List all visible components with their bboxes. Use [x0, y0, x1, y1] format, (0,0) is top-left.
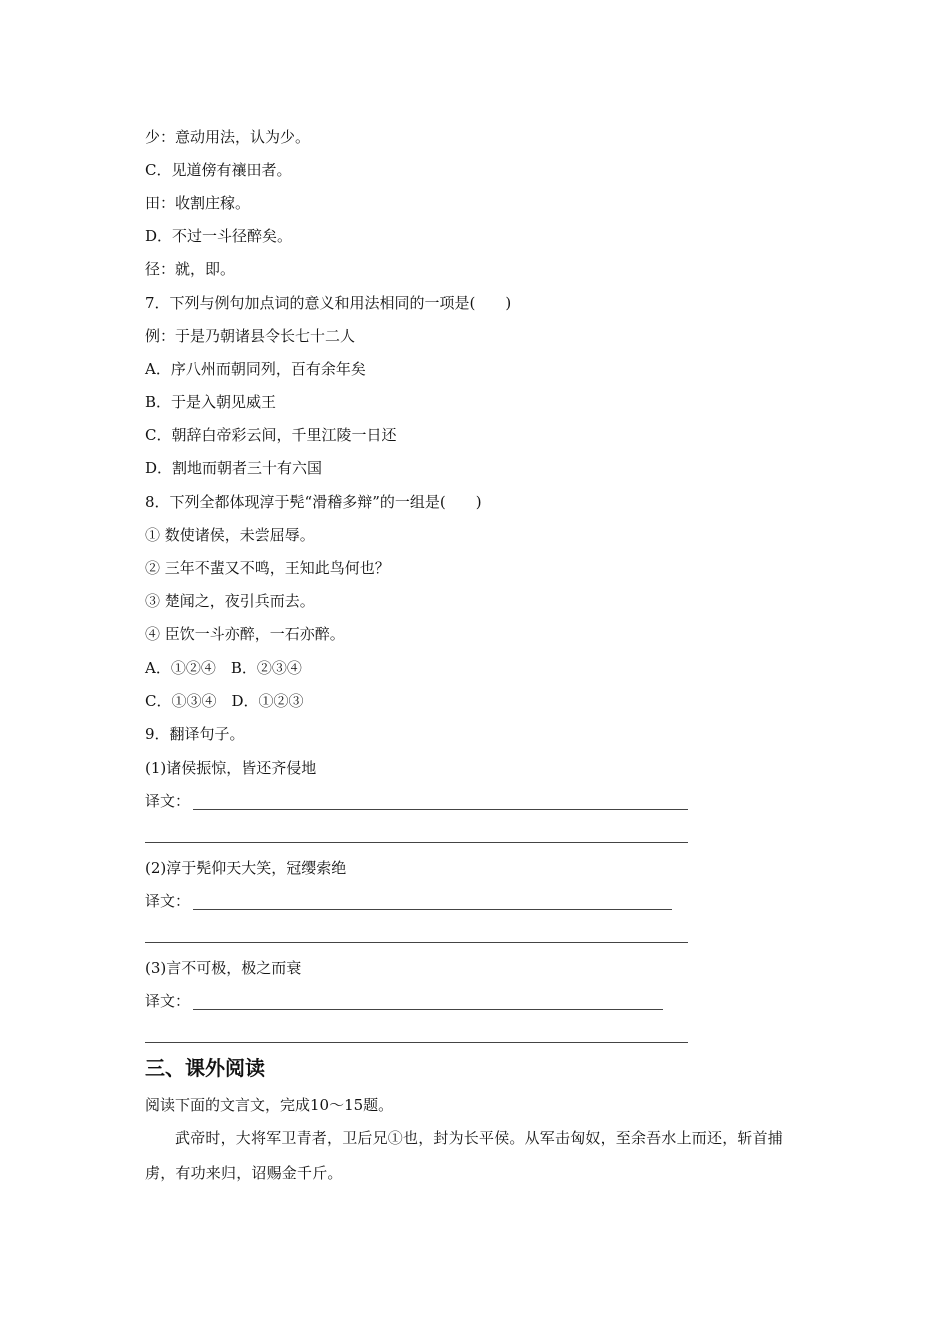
- answer-note-tian: 田：收割庄稼。: [145, 194, 251, 212]
- answer-blank-2b[interactable]: [145, 942, 688, 943]
- question-9-sentence-1: (1)诸侯振惊，皆还齐侵地: [145, 759, 317, 777]
- question-7-option-a: A．序八州而朝同列，百有余年矣: [145, 360, 366, 378]
- answer-note-jing: 径：就，即。: [145, 260, 236, 278]
- question-8-item-1: ① 数使诸侯，未尝屈辱。: [145, 526, 315, 544]
- question-8-options-cd: C．①③④ D．①②③: [145, 692, 304, 710]
- question-9-sentence-2: (2)淳于髡仰天大笑，冠缨索绝: [145, 859, 347, 877]
- question-8-item-3: ③ 楚闻之，夜引兵而去。: [145, 592, 315, 610]
- question-7-option-b: B．于是入朝见威王: [145, 393, 277, 411]
- answer-blank-3b[interactable]: [145, 1042, 688, 1043]
- answer-blank-1b[interactable]: [145, 842, 688, 843]
- option-c-text: C．见道傍有禳田者。: [145, 161, 292, 179]
- answer-blank-2a[interactable]: [193, 909, 672, 910]
- answer-blank-3a[interactable]: [193, 1009, 663, 1010]
- question-7-stem: 7．下列与例句加点词的意义和用法相同的一项是( ): [145, 294, 512, 312]
- question-9-sentence-3: (3)言不可极，极之而衰: [145, 959, 302, 977]
- answer-blank-1a[interactable]: [193, 809, 688, 810]
- reading-instruction: 阅读下面的文言文，完成10～15题。: [145, 1096, 394, 1114]
- question-8-options-ab: A．①②④ B．②③④: [145, 659, 302, 677]
- classical-passage: 武帝时，大将军卫青者，卫后兄①也，封为长平侯。从军击匈奴，至余吾水上而还，斩首捕虏，有功来归，诏赐金千斤。: [145, 1129, 784, 1182]
- section-heading: 三、课外阅读: [145, 1056, 265, 1080]
- translation-label-2: 译文：: [145, 892, 191, 910]
- question-8-item-2: ② 三年不蜚又不鸣，王知此鸟何也？: [145, 559, 390, 577]
- question-8-item-4: ④ 臣饮一斗亦醉，一石亦醉。: [145, 625, 345, 643]
- question-7-example: 例：于是乃朝诸县令长七十二人: [145, 327, 356, 345]
- question-7-option-d: D．割地而朝者三十有六国: [145, 459, 323, 477]
- answer-note-shao: 少：意动用法，认为少。: [145, 128, 311, 146]
- translation-label-1: 译文：: [145, 792, 191, 810]
- question-8-stem: 8．下列全都体现淳于髡“滑稽多辩”的一组是( ): [145, 493, 482, 511]
- question-7-option-c: C．朝辞白帝彩云间，千里江陵一日还: [145, 426, 397, 444]
- question-9-stem: 9．翻译句子。: [145, 725, 245, 743]
- translation-label-3: 译文：: [145, 992, 191, 1010]
- option-d-text: D．不过一斗径醉矣。: [145, 227, 293, 245]
